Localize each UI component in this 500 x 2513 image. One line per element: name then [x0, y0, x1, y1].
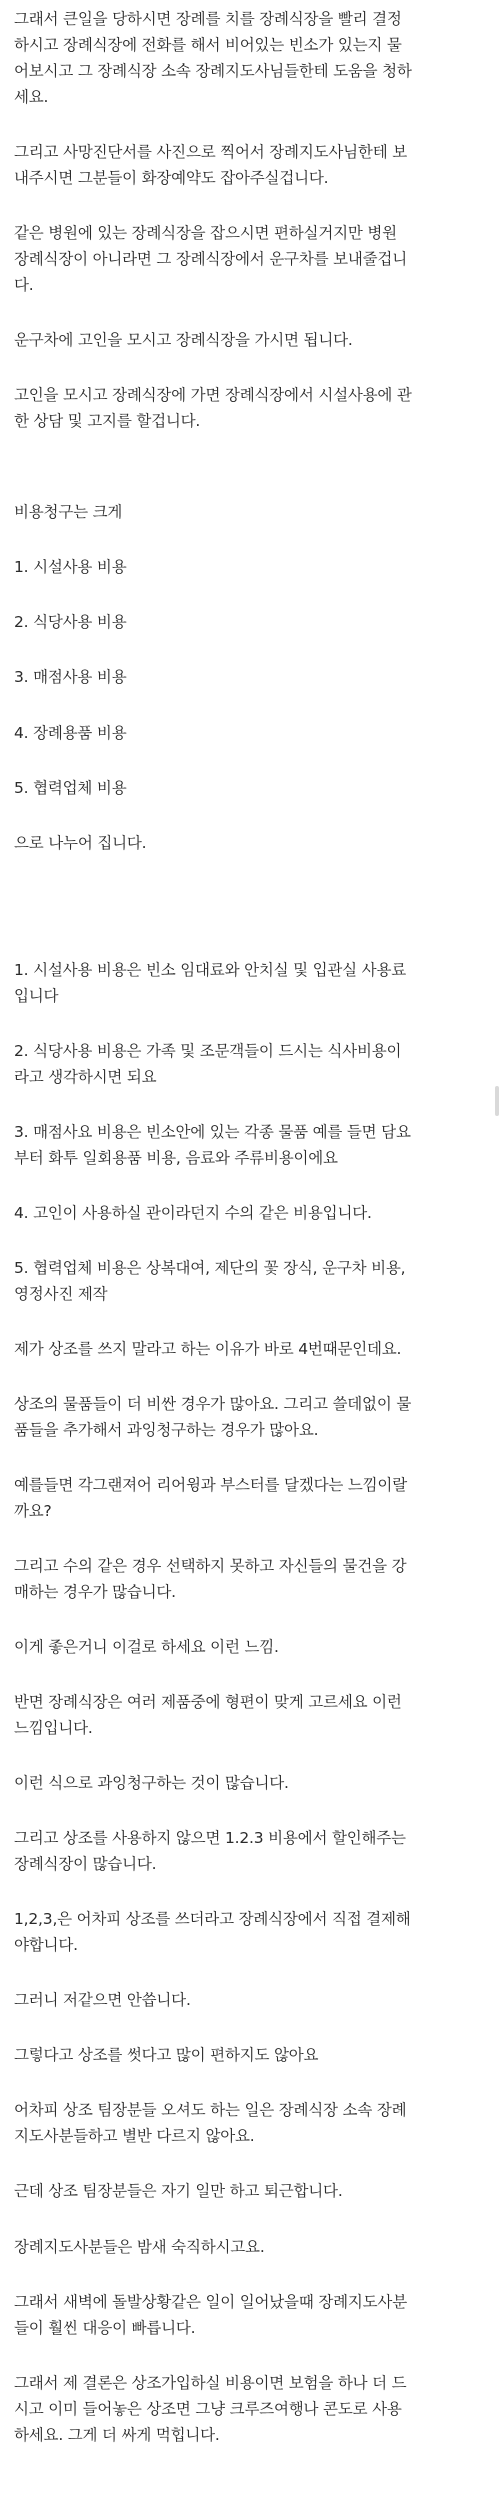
- paragraph: 근데 상조 팀장분들은 자기 일만 하고 퇴근합니다.: [14, 2182, 343, 2201]
- paragraph: 그리고 사망진단서를 사진으로 찍어서 장례지도사님한테 보 내주시면 그분들이 화장예약도 잡아주실겁니다.: [14, 143, 407, 188]
- paragraph: 그래서 제 결론은 상조가입하실 비용이면 보험을 하나 더 드 시고 이미 들어놓은 상조면 그냥 크루즈여행나 콘도로 사용 하세요. 그게 더 싸게 먹힙니다.: [14, 2373, 407, 2444]
- list-item: 3. 매점사용 비용: [14, 668, 127, 687]
- scrollbar-thumb[interactable]: [495, 1086, 499, 1116]
- paragraph: 장례지도사분들은 밤새 숙직하시고요.: [14, 2237, 265, 2256]
- paragraph: 그리고 수의 같은 경우 선택하지 못하고 자신들의 물건을 강 매하는 경우가 많습니다.: [14, 1557, 407, 1602]
- spacer: [14, 921, 479, 957]
- paragraph: 그래서 새벽에 돌발상황같은 일이 일어났을때 장례지도사분 들이 훨씬 대응이 빠릅니다.: [14, 2292, 407, 2337]
- section-cost-details: [14, 957, 479, 2448]
- paragraph: 4. 고인이 사용하실 관이라던지 수의 같은 비용입니다.: [14, 1203, 372, 1222]
- paragraph: 같은 병원에 있는 장례식장을 잡으시면 편하실거지만 병원 장례식장이 아니라면 그 장례식장에서 운구차를 보내줄겁니 다.: [14, 224, 407, 295]
- list-item: 2. 식당사용 비용: [14, 613, 127, 632]
- paragraph: 이런 식으로 과잉청구하는 것이 많습니다.: [14, 1774, 289, 1793]
- list-item: 1. 시설사용 비용: [14, 558, 127, 577]
- paragraph: 상조의 물품들이 더 비싼 경우가 많아요. 그리고 쓸데없이 물 품들을 추가해서 과잉청구하는 경우가 많아요.: [14, 1394, 412, 1439]
- paragraph: 으로 나누어 집니다.: [14, 833, 147, 852]
- paragraph: 어차피 상조 팀장분들 오셔도 하는 일은 장례식장 소속 장례 지도사분들하고 별반 다르지 않아요.: [14, 2101, 407, 2146]
- article-body: [14, 6, 479, 2477]
- list-item: 5. 협력업체 비용: [14, 778, 127, 797]
- paragraph: 그러니 저같으면 안씁니다.: [14, 1991, 191, 2010]
- paragraph: 운구차에 고인을 모시고 장례식장을 가시면 됩니다.: [14, 331, 353, 350]
- paragraph: 고인을 모시고 장례식장에 가면 장례식장에서 시설사용에 관 한 상담 및 고지를 할겁니다.: [14, 386, 412, 431]
- paragraph: 3. 매점사요 비용은 빈소안에 있는 각종 물품 예를 들면 담요 부터 화투 일회용품 비용, 음료와 주류비용이에요: [14, 1122, 411, 1167]
- paragraph: 이게 좋은거니 이걸로 하세요 이런 느낌.: [14, 1638, 279, 1657]
- paragraph: 1. 시설사용 비용은 빈소 임대료와 안치실 및 입관실 사용료 입니다: [14, 960, 406, 1005]
- list-item: 4. 장례용품 비용: [14, 723, 127, 742]
- paragraph: 비용청구는 크게: [14, 503, 123, 522]
- spacer: [14, 885, 479, 921]
- paragraph: 2. 식당사용 비용은 가족 및 조문객들이 드시는 식사비용이 라고 생각하시면 되요: [14, 1041, 402, 1086]
- paragraph: 예를들면 각그랜져어 리어윙과 부스터를 달겠다는 느낌이랄 까요?: [14, 1475, 407, 1520]
- paragraph: 제가 상조를 쓰지 말라고 하는 이유가 바로 4번때문인데요.: [14, 1339, 402, 1358]
- spacer: [14, 463, 479, 499]
- paragraph: 그렇다고 상조를 썻다고 많이 편하지도 않아요: [14, 2046, 319, 2065]
- section-funeral-procedure: [14, 6, 479, 434]
- section-cost-categories: [14, 499, 479, 855]
- paragraph: 5. 협력업체 비용은 상복대여, 제단의 꽃 장식, 운구차 비용, 영정사진 제작: [14, 1258, 406, 1303]
- paragraph: 반면 장례식장은 여러 제품중에 형편이 맞게 고르세요 이런 느낌입니다.: [14, 1693, 402, 1738]
- paragraph: 1,2,3,은 어차피 상조를 쓰더라고 장례식장에서 직접 결제해 야합니다.: [14, 1910, 411, 1955]
- paragraph: 그리고 상조를 사용하지 않으면 1.2.3 비용에서 할인해주는 장례식장이 많습니다.: [14, 1829, 406, 1874]
- paragraph: 그래서 큰일을 당하시면 장례를 치를 장례식장을 빨리 결정 하시고 장례식장에 전화를 해서 비어있는 빈소가 있는지 물 어보시고 그 장례식장 소속 장례지도사님들한테 도움을 청하 세요.: [14, 10, 412, 107]
